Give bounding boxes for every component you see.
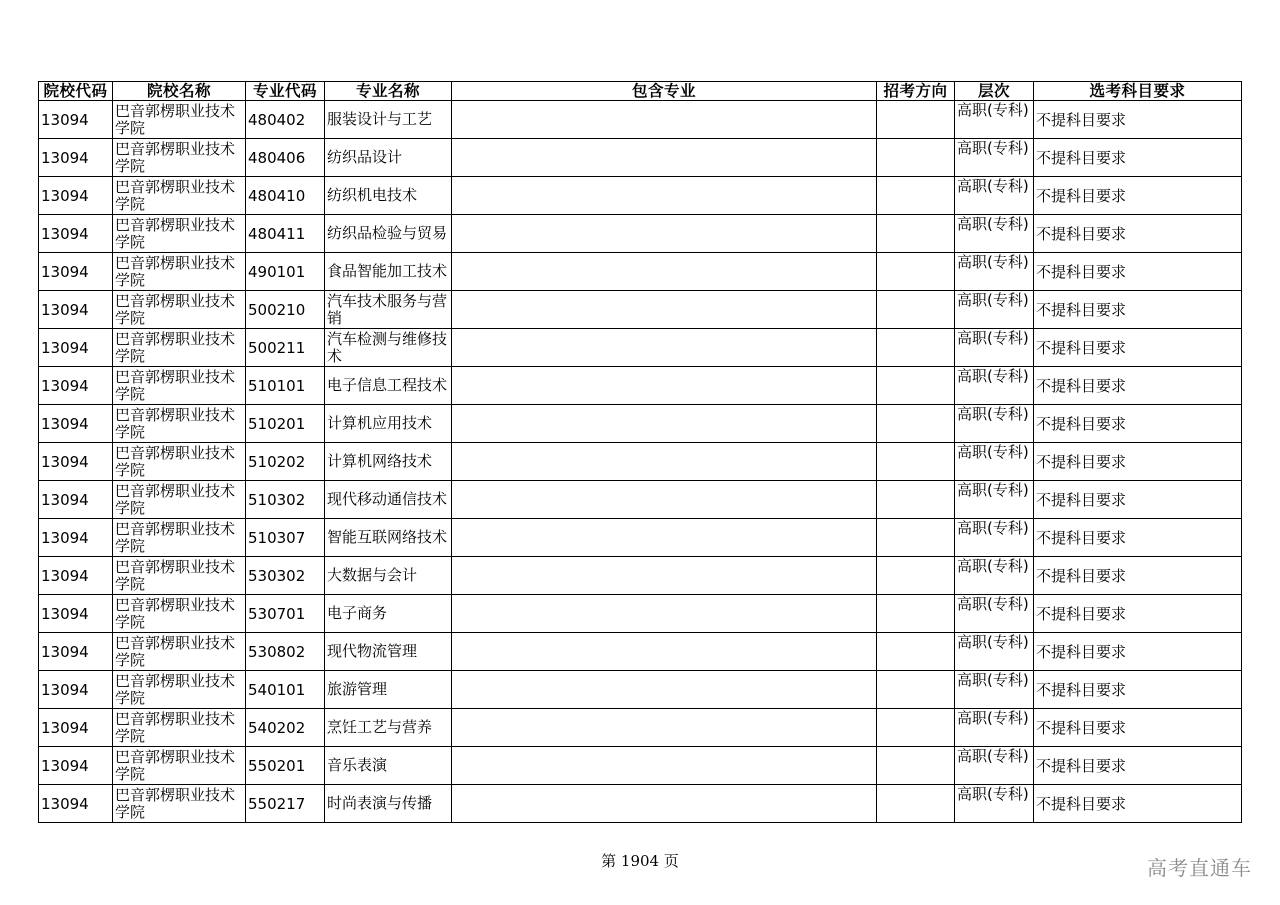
major-name-cell: 电子信息工程技术 (325, 367, 452, 405)
major-name-cell: 时尚表演与传播 (325, 785, 452, 823)
included-majors-cell (452, 329, 877, 367)
exam-direction-cell (877, 671, 955, 709)
included-majors-cell (452, 519, 877, 557)
table-row (39, 367, 1242, 405)
school-code-cell: 13094 (39, 671, 113, 709)
school-name-cell: 巴音郭楞职业技术学院 (113, 633, 246, 671)
level-cell: 高职(专科) (955, 785, 1034, 823)
table-row (39, 253, 1242, 291)
level-cell: 高职(专科) (955, 481, 1034, 519)
header-major-code: 专业代码 (246, 82, 325, 101)
exam-direction-cell (877, 481, 955, 519)
subject-requirement-cell: 不提科目要求 (1034, 101, 1242, 139)
included-majors-cell (452, 633, 877, 671)
table-row (39, 101, 1242, 139)
subject-requirement-cell: 不提科目要求 (1034, 329, 1242, 367)
header-subject-requirement: 选考科目要求 (1034, 82, 1242, 101)
school-name-cell: 巴音郭楞职业技术学院 (113, 595, 246, 633)
school-name-cell: 巴音郭楞职业技术学院 (113, 481, 246, 519)
table-row (39, 633, 1242, 671)
included-majors-cell (452, 747, 877, 785)
major-code-cell: 500211 (246, 329, 325, 367)
major-name-cell: 音乐表演 (325, 747, 452, 785)
major-code-cell: 510201 (246, 405, 325, 443)
exam-direction-cell (877, 253, 955, 291)
school-code-cell: 13094 (39, 329, 113, 367)
school-name-cell: 巴音郭楞职业技术学院 (113, 709, 246, 747)
exam-direction-cell (877, 557, 955, 595)
school-name-cell: 巴音郭楞职业技术学院 (113, 443, 246, 481)
school-code-cell: 13094 (39, 519, 113, 557)
major-code-cell: 480402 (246, 101, 325, 139)
major-name-cell: 烹饪工艺与营养 (325, 709, 452, 747)
table-row (39, 139, 1242, 177)
subject-requirement-cell: 不提科目要求 (1034, 253, 1242, 291)
major-name-cell: 计算机应用技术 (325, 405, 452, 443)
school-name-cell: 巴音郭楞职业技术学院 (113, 291, 246, 329)
level-cell: 高职(专科) (955, 291, 1034, 329)
school-code-cell: 13094 (39, 101, 113, 139)
school-code-cell: 13094 (39, 177, 113, 215)
included-majors-cell (452, 215, 877, 253)
watermark-logo-text: 高考直通车 (1147, 856, 1252, 880)
subject-requirement-cell: 不提科目要求 (1034, 671, 1242, 709)
subject-requirement-cell: 不提科目要求 (1034, 747, 1242, 785)
level-cell: 高职(专科) (955, 405, 1034, 443)
exam-direction-cell (877, 519, 955, 557)
header-school-code: 院校代码 (39, 82, 113, 101)
major-code-cell: 540202 (246, 709, 325, 747)
exam-direction-cell (877, 215, 955, 253)
included-majors-cell (452, 405, 877, 443)
level-cell: 高职(专科) (955, 443, 1034, 481)
exam-direction-cell (877, 595, 955, 633)
school-code-cell: 13094 (39, 443, 113, 481)
table-row (39, 215, 1242, 253)
header-major-name: 专业名称 (325, 82, 452, 101)
subject-requirement-cell: 不提科目要求 (1034, 405, 1242, 443)
subject-requirement-cell: 不提科目要求 (1034, 709, 1242, 747)
school-name-cell: 巴音郭楞职业技术学院 (113, 177, 246, 215)
school-name-cell: 巴音郭楞职业技术学院 (113, 215, 246, 253)
school-name-cell: 巴音郭楞职业技术学院 (113, 747, 246, 785)
exam-direction-cell (877, 177, 955, 215)
major-name-cell: 纺织机电技术 (325, 177, 452, 215)
table-row (39, 329, 1242, 367)
exam-direction-cell (877, 329, 955, 367)
school-name-cell: 巴音郭楞职业技术学院 (113, 101, 246, 139)
header-included-majors: 包含专业 (452, 82, 877, 101)
level-cell: 高职(专科) (955, 215, 1034, 253)
included-majors-cell (452, 557, 877, 595)
included-majors-cell (452, 177, 877, 215)
subject-requirement-cell: 不提科目要求 (1034, 177, 1242, 215)
level-cell: 高职(专科) (955, 329, 1034, 367)
table-row (39, 595, 1242, 633)
school-code-cell: 13094 (39, 215, 113, 253)
school-code-cell: 13094 (39, 557, 113, 595)
subject-requirement-cell: 不提科目要求 (1034, 215, 1242, 253)
exam-direction-cell (877, 367, 955, 405)
major-name-cell: 服装设计与工艺 (325, 101, 452, 139)
table-header-row (39, 82, 1242, 101)
major-code-cell: 510307 (246, 519, 325, 557)
included-majors-cell (452, 367, 877, 405)
school-name-cell: 巴音郭楞职业技术学院 (113, 671, 246, 709)
major-code-cell: 510302 (246, 481, 325, 519)
school-name-cell: 巴音郭楞职业技术学院 (113, 519, 246, 557)
school-code-cell: 13094 (39, 291, 113, 329)
major-code-cell: 530302 (246, 557, 325, 595)
school-name-cell: 巴音郭楞职业技术学院 (113, 367, 246, 405)
major-name-cell: 计算机网络技术 (325, 443, 452, 481)
school-code-cell: 13094 (39, 747, 113, 785)
major-name-cell: 纺织品检验与贸易 (325, 215, 452, 253)
major-name-cell: 汽车检测与维修技术 (325, 329, 452, 367)
exam-direction-cell (877, 291, 955, 329)
school-name-cell: 巴音郭楞职业技术学院 (113, 329, 246, 367)
level-cell: 高职(专科) (955, 177, 1034, 215)
included-majors-cell (452, 785, 877, 823)
included-majors-cell (452, 291, 877, 329)
exam-direction-cell (877, 709, 955, 747)
major-code-cell: 550201 (246, 747, 325, 785)
included-majors-cell (452, 253, 877, 291)
major-name-cell: 大数据与会计 (325, 557, 452, 595)
major-name-cell: 智能互联网络技术 (325, 519, 452, 557)
school-name-cell: 巴音郭楞职业技术学院 (113, 139, 246, 177)
major-code-cell: 530701 (246, 595, 325, 633)
level-cell: 高职(专科) (955, 101, 1034, 139)
page-number: 第 1904 页 (601, 852, 679, 870)
exam-direction-cell (877, 747, 955, 785)
level-cell: 高职(专科) (955, 633, 1034, 671)
school-code-cell: 13094 (39, 633, 113, 671)
major-code-cell: 510101 (246, 367, 325, 405)
level-cell: 高职(专科) (955, 519, 1034, 557)
major-code-cell: 500210 (246, 291, 325, 329)
school-code-cell: 13094 (39, 481, 113, 519)
subject-requirement-cell: 不提科目要求 (1034, 291, 1242, 329)
major-code-cell: 530802 (246, 633, 325, 671)
major-name-cell: 食品智能加工技术 (325, 253, 452, 291)
level-cell: 高职(专科) (955, 671, 1034, 709)
subject-requirement-cell: 不提科目要求 (1034, 367, 1242, 405)
subject-requirement-cell: 不提科目要求 (1034, 595, 1242, 633)
major-code-cell: 480411 (246, 215, 325, 253)
exam-direction-cell (877, 443, 955, 481)
school-code-cell: 13094 (39, 595, 113, 633)
major-name-cell: 旅游管理 (325, 671, 452, 709)
subject-requirement-cell: 不提科目要求 (1034, 785, 1242, 823)
school-code-cell: 13094 (39, 785, 113, 823)
subject-requirement-cell: 不提科目要求 (1034, 519, 1242, 557)
table-row (39, 405, 1242, 443)
exam-direction-cell (877, 101, 955, 139)
table-row (39, 291, 1242, 329)
level-cell: 高职(专科) (955, 595, 1034, 633)
table-body (39, 101, 1242, 823)
school-name-cell: 巴音郭楞职业技术学院 (113, 405, 246, 443)
school-code-cell: 13094 (39, 253, 113, 291)
major-code-cell: 510202 (246, 443, 325, 481)
major-name-cell: 纺织品设计 (325, 139, 452, 177)
level-cell: 高职(专科) (955, 253, 1034, 291)
header-level: 层次 (955, 82, 1034, 101)
level-cell: 高职(专科) (955, 367, 1034, 405)
header-school-name: 院校名称 (113, 82, 246, 101)
included-majors-cell (452, 481, 877, 519)
major-code-cell: 550217 (246, 785, 325, 823)
subject-requirement-cell: 不提科目要求 (1034, 443, 1242, 481)
school-code-cell: 13094 (39, 709, 113, 747)
subject-requirement-cell: 不提科目要求 (1034, 557, 1242, 595)
subject-requirement-cell: 不提科目要求 (1034, 139, 1242, 177)
table-row (39, 519, 1242, 557)
table-row (39, 671, 1242, 709)
included-majors-cell (452, 595, 877, 633)
included-majors-cell (452, 671, 877, 709)
exam-direction-cell (877, 633, 955, 671)
majors-table (38, 81, 1242, 823)
level-cell: 高职(专科) (955, 709, 1034, 747)
subject-requirement-cell: 不提科目要求 (1034, 481, 1242, 519)
major-code-cell: 480406 (246, 139, 325, 177)
table-row (39, 443, 1242, 481)
major-name-cell: 汽车技术服务与营销 (325, 291, 452, 329)
school-name-cell: 巴音郭楞职业技术学院 (113, 253, 246, 291)
school-name-cell: 巴音郭楞职业技术学院 (113, 557, 246, 595)
table-row (39, 709, 1242, 747)
major-name-cell: 电子商务 (325, 595, 452, 633)
subject-requirement-cell: 不提科目要求 (1034, 633, 1242, 671)
level-cell: 高职(专科) (955, 557, 1034, 595)
table-row (39, 557, 1242, 595)
table-row (39, 785, 1242, 823)
included-majors-cell (452, 139, 877, 177)
exam-direction-cell (877, 405, 955, 443)
included-majors-cell (452, 709, 877, 747)
school-code-cell: 13094 (39, 405, 113, 443)
major-code-cell: 490101 (246, 253, 325, 291)
exam-direction-cell (877, 785, 955, 823)
school-code-cell: 13094 (39, 139, 113, 177)
table-row (39, 747, 1242, 785)
included-majors-cell (452, 101, 877, 139)
school-code-cell: 13094 (39, 367, 113, 405)
major-name-cell: 现代移动通信技术 (325, 481, 452, 519)
table-row (39, 177, 1242, 215)
table-row (39, 481, 1242, 519)
exam-direction-cell (877, 139, 955, 177)
school-name-cell: 巴音郭楞职业技术学院 (113, 785, 246, 823)
major-code-cell: 540101 (246, 671, 325, 709)
major-name-cell: 现代物流管理 (325, 633, 452, 671)
level-cell: 高职(专科) (955, 747, 1034, 785)
major-code-cell: 480410 (246, 177, 325, 215)
included-majors-cell (452, 443, 877, 481)
level-cell: 高职(专科) (955, 139, 1034, 177)
header-exam-direction: 招考方向 (877, 82, 955, 101)
